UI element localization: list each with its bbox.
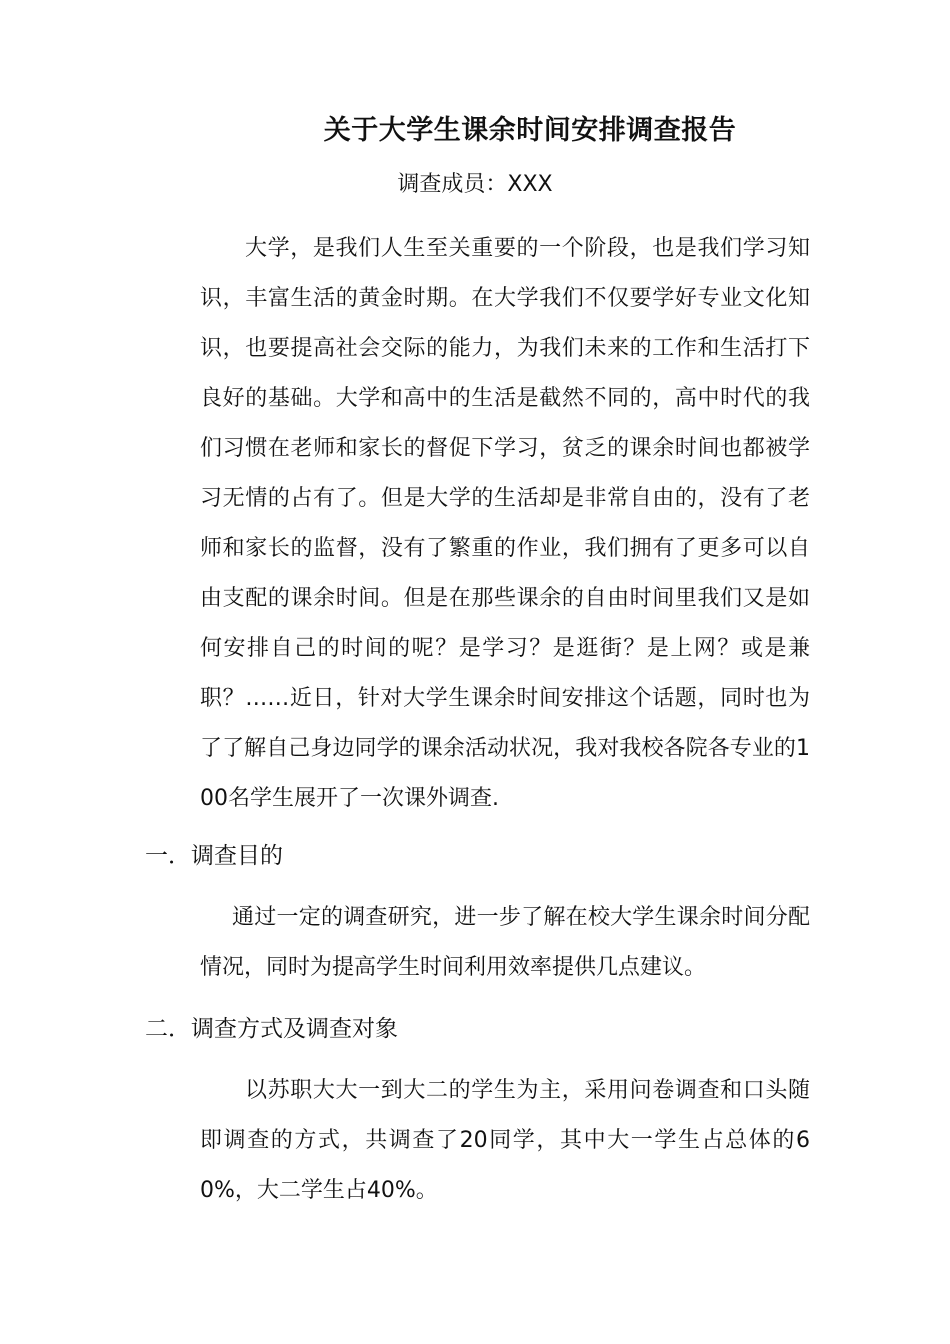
survey-members: 调查成员：XXX <box>397 172 553 197</box>
purpose-paragraph: 通过一定的调查研究，进一步了解在校大学生课余时间分配情况，同时为提高学生时间利用效率提供几点建议。 <box>200 905 810 980</box>
section-heading-method: 二．调查方式及调查对象 <box>145 1016 398 1042</box>
method-paragraph: 以苏职大大一到大二的学生为主，采用问卷调查和口头随即调查的方式，共调查了20同学，其中大一学生占总体的60%，大二学生占40%。 <box>200 1078 810 1203</box>
section-heading-purpose: 一．调查目的 <box>145 843 283 869</box>
report-title: 关于大学生课余时间安排调查报告 <box>323 115 737 146</box>
intro-paragraph: 大学，是我们人生至关重要的一个阶段，也是我们学习知识，丰富生活的黄金时期。在大学我们不仅要学好专业文化知识，也要提高社会交际的能力，为我们未来的工作和生活打下良好的基础。大学和高中的生活是截然不同的，高中时代的我们习惯在老师和家长的督促下学习，贫乏的课余时间也都被学习无情的占有了。但是大学的生活却是非常自由的，没有了老师和家长的监督，没有了繁重的作业，我们拥有了更多可以自由支配的课余时间。但是在那些课余的自由时间里我们又是如何安排自己的时间的呢？是学习？是逛街？是上网？或是兼职？……近日，针对大学生课余时间安排这个话题，同时也为了了解自己身边同学的课余活动状况，我对我校各院各专业的100名学生展开了一次课外调查. <box>200 236 810 811</box>
